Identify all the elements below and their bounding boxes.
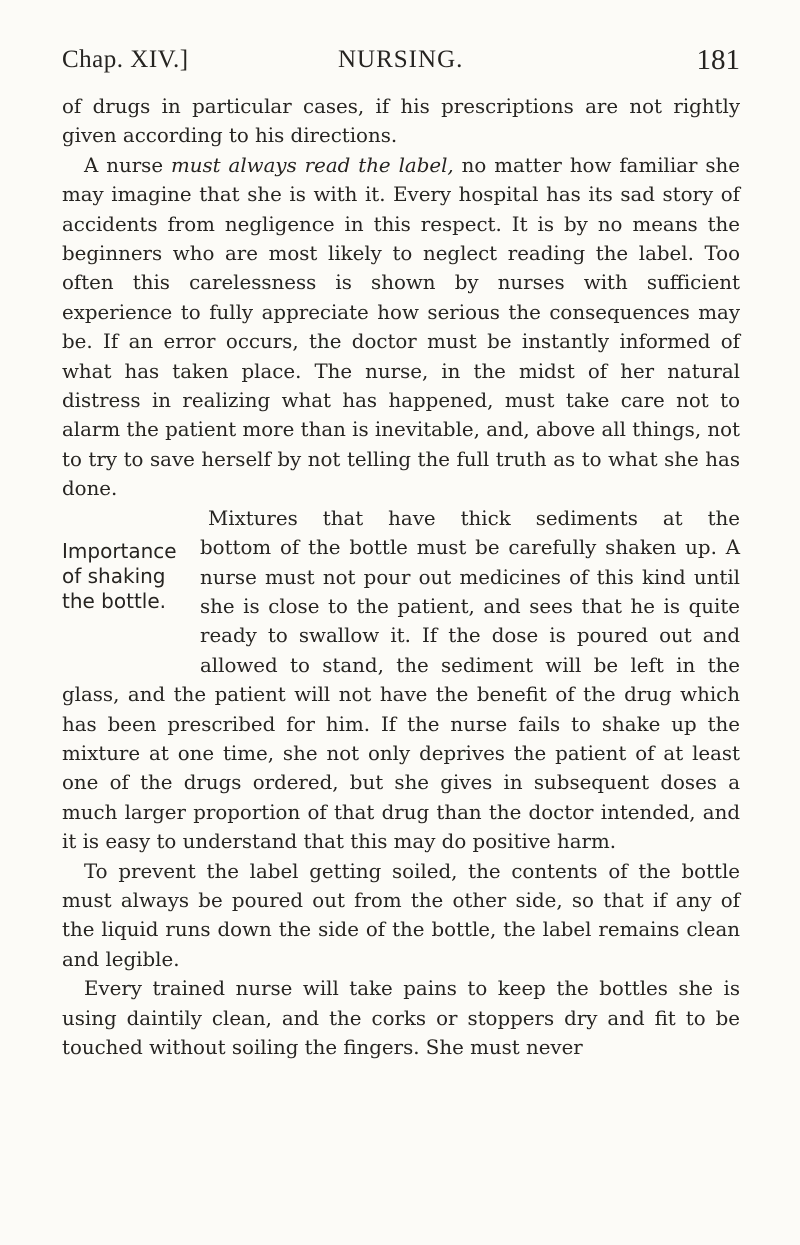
paragraph-3-body: bottom of the bottle must be carefully shaken up. A nurse must not pour out medicines of this kind until she is close to the patient, and sees that he is quite ready to swallow it. If the dose is poured out and allowed to stand, the sediment will be left in the glass, and the patient will not have the benefit of the drug which has been prescribed for him. If the nurse fails to shake up the mixture at one time, she not only deprives the patient of at least one of the drugs ordered, but she gives in subsequent doses a much larger proportion of that drug than the doctor intended, and it is easy to understand that this may do positive harm.: [62, 536, 740, 854]
margin-note-line: of shaking: [62, 564, 166, 589]
body-text: [62, 92, 740, 1062]
margin-note: [62, 539, 200, 657]
paragraph-4: To prevent the label getting soiled, the contents of the bottle must always be poured out from the other side, so that if any of the liquid runs down the side of the bottle, the label remains clean and legible.: [62, 859, 740, 971]
margin-note-line: the bottle.: [62, 589, 167, 614]
running-title: NURSING.: [338, 46, 464, 73]
running-head: [62, 42, 740, 82]
paragraph-3-first-line: Mixtures that have thick sediments at the: [208, 506, 740, 530]
paragraph-2-body: no matter how familiar she may imagine that she is with it. Every hospital has its sad story of accidents from negligence in this respect. It is by no means the beginners who are most likely to neglect reading the label. Too often this carelessness is shown by nurses with sufficient experience to fully appreciate how serious the consequences may be. If an error occurs, the doctor must be instantly informed of what has taken place. The nurse, in the midst of her natural distress in realizing what has happened, must take care not to alarm the patient more than is inevitable, and, above all things, not to try to save herself by not telling the full truth as to what she has done.: [62, 153, 741, 501]
paragraph-1: of drugs in particular cases, if his prescriptions are not rightly given according to his directions.: [62, 95, 740, 148]
margin-note-line: Importance: [62, 539, 177, 564]
paragraph-2-lead: A nurse: [84, 153, 171, 177]
paragraph-3: [62, 533, 740, 856]
emphasis-read-label: must always read the label,: [171, 153, 454, 177]
page-number: 181: [696, 44, 740, 76]
chapter-reference: Chap. XIV.]: [62, 46, 189, 73]
paragraph-5: Every trained nurse will take pains to keep the bottles she is using daintily clean, and the corks or stoppers dry and fit to be touched without soiling the fingers. She must never: [62, 977, 740, 1059]
paragraph-2: [62, 151, 740, 504]
